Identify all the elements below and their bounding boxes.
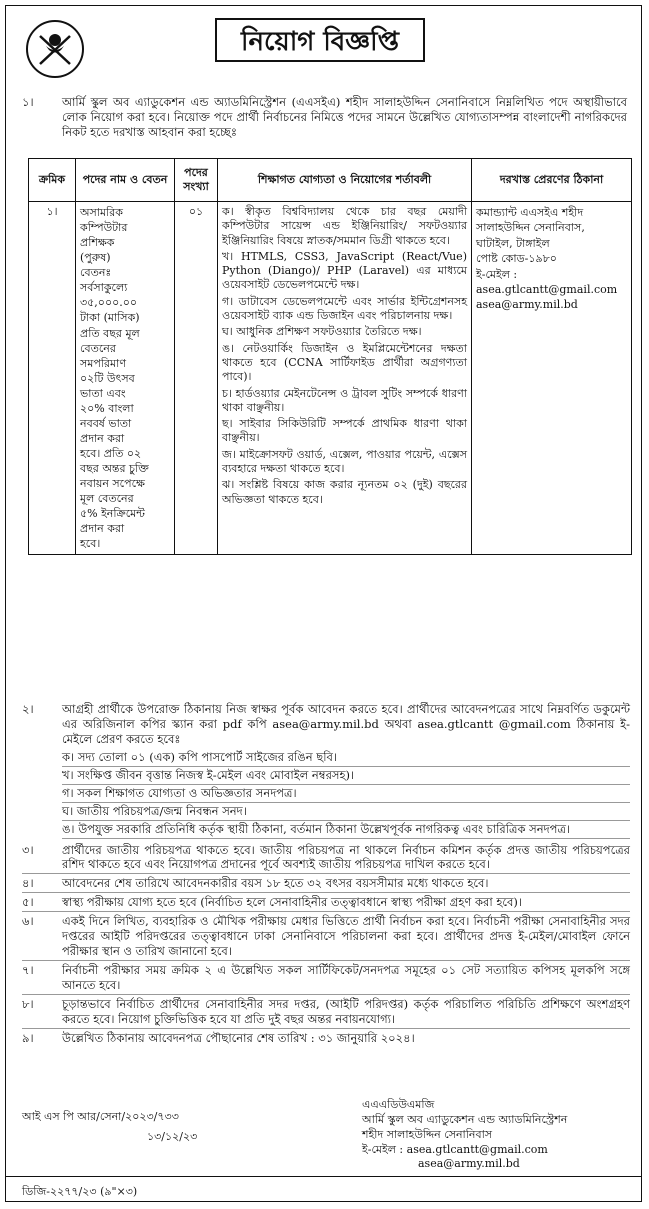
footer-email-gmail[interactable]: asea.gtlcantt@gmail.com <box>406 1142 548 1156</box>
instruction-number: ৬। <box>22 914 34 929</box>
footer-email-row <box>362 1143 567 1158</box>
instruction-3 <box>22 843 630 875</box>
header-serial: ক্রমিক <box>29 159 76 202</box>
vacancy-table <box>28 158 632 555</box>
org-location: শহীদ সালাহউদ্দিন সেনানিবাস <box>362 1127 493 1141</box>
qualification-item: ঘ। আধুনিক প্রশিক্ষণ সফটওয়্যার তৈরিতে দক্ষ। <box>222 325 422 339</box>
org-short-name: এএএডিউএমজি <box>362 1098 435 1111</box>
address-email-gmail[interactable]: asea.gtlcantt@gmail.com <box>476 282 618 296</box>
list-item: ঘ। জাতীয় পরিচয়পত্র/জন্ম নিবন্ধন সনদ। <box>62 803 630 821</box>
table-header-row <box>29 159 632 202</box>
instruction-text: আগ্রহী প্রার্থীকে উপরোক্ত ঠিকানায় নিজ স্বাক্ষর পূর্বক আবেদন করতে হবে। প্রার্থীদের আবেদনপত্রের সাথে নিম্নবর্ণিত ডকুমেন্ট এর অরিজিনাল কপির স্ক্যান করা pdf কপি asea@army.mil.bd অথবা asea.gtlcantt @gmail.com ঠিকানায় ই-মেইলে প্রেরণ করতে হবেঃ <box>62 702 630 746</box>
intro-number: ১। <box>22 95 34 109</box>
footer-divider <box>5 1176 641 1177</box>
qualification-item: গ। ডাটাবেস ডেভেলপমেন্টে এবং সার্ভার ইন্টিগ্রেশনসহ ওয়েবসাইট ব্যাক এন্ড ডিজাইন এবং পরিচালনায় দক্ষ। <box>222 294 467 323</box>
instruction-text: প্রার্থীদের জাতীয় পরিচয়পত্র থাকতে হবে। জাতীয় পরিচয়পত্র না থাকলে নির্বাচন কমিশন কর্তৃক প্রদত্ত জাতীয় পরিচয়পত্রের রশিদ থাকতে হবে এবং নিয়োগপত্র প্রদানের পূর্বে অবশ্যই জাতীয় পরিচয়পত্র দাখিল করতে হবে। <box>62 842 630 872</box>
instruction-9 <box>22 1031 630 1046</box>
instructions-section <box>22 702 630 1048</box>
header-count: পদের সংখ্যা <box>175 159 218 202</box>
header-qualification: শিক্ষাগত যোগ্যতা ও নিয়োগের শর্তাবলী <box>218 159 472 202</box>
qualification-item: ঙ। নেটওয়ার্কিং ডিজাইন ও ইমপ্লিমেন্টেশনের দক্ষতা থাকতে হবে (CCNA সার্টিফাইড প্রার্থীরা অগ্রগণ্যতা পাবে)। <box>222 341 467 384</box>
instruction-text: উল্লেখিত ঠিকানায় আবেদনপত্র পৌছানোর শেষ তারিখ : ৩১ জানুয়ারি ২০২৪। <box>62 1030 415 1045</box>
instruction-number: ৫। <box>22 895 34 910</box>
header-address: দরখাস্ত প্রেরণের ঠিকানা <box>472 159 632 202</box>
row-count: ০১ <box>175 202 218 555</box>
instruction-text: নির্বাচনী পরীক্ষার সময় ক্রমিক ২ এ উল্লেখিত সকল সার্টিফিকেট/সনদপত্র সমূহের ০১ সেট সত্যায়িত কপিসহ মূলকপি সঙ্গে আনতে হবে। <box>62 963 630 992</box>
army-emblem-icon <box>26 20 84 78</box>
instruction-2 <box>22 702 630 747</box>
row-address-cell <box>472 202 632 555</box>
table-row <box>29 202 632 555</box>
row-serial: ১। <box>29 202 76 555</box>
list-item: ক। সদ্য তোলা ০১ (এক) কপি পাসপোর্ট সাইজের রঙিন ছবি। <box>62 749 630 767</box>
list-item: ঙ। উপযুক্ত সরকারি প্রতিনিধি কর্তৃক স্থায়ী ঠিকানা, বর্তমান ঠিকানা উল্লেখপূর্বক নাগরিকত্ব এবং চারিত্রিক সনদপত্র। <box>62 821 630 839</box>
instruction-number: ৩। <box>22 842 34 857</box>
footer-signature-block <box>362 1098 567 1172</box>
documents-list <box>62 749 630 839</box>
instruction-number: ৮। <box>22 996 34 1011</box>
dg-code: ডিজি-২২৭৭/২৩ (৯"×৩) <box>22 1185 138 1198</box>
qualification-item: খ। HTMLS, CSS3, JavaScript (React/Vue) Python (Diango)/ PHP (Laravel) এর মাধ্যমে ওয়েবসাইট ডেভেলপমেন্টে দক্ষ। <box>222 249 467 292</box>
intro-paragraph <box>22 95 627 140</box>
instruction-number: ৯। <box>22 1030 34 1045</box>
list-item: খ। সংক্ষিপ্ত জীবন বৃত্তান্ত নিজস্ব ই-মেইল এবং মোবাইল নম্বরসহ)। <box>62 767 630 785</box>
instruction-text: স্বাস্থ্য পরীক্ষায় যোগ্য হতে হবে (নির্বাচিত হলে সেনাবাহিনীর তত্ত্বাবধানে স্বাস্থ্য পরীক্ষা গ্রহণ করা হবে)। <box>62 895 523 910</box>
row-address: কমান্ড্যান্ট এএসইএ শহীদ সালাহউদ্দিন সেনানিবাস, ঘাটাইল, টাঙ্গাইল পোষ্ট কোড-১৯৮০ ই-মেইল : <box>476 206 585 281</box>
header-post: পদের নাম ও বেতন <box>76 159 175 202</box>
qualification-item: চ। হার্ডওয়্যার মেইনটেনেন্স ও ট্রাবল সুটিং সম্পর্কে ধারণা থাকা বাঞ্ছনীয়। <box>222 386 467 414</box>
page-title: নিয়োগ বিজ্ঞপ্তি <box>215 18 425 62</box>
instruction-6 <box>22 914 630 961</box>
instruction-4 <box>22 876 630 893</box>
instruction-number: ৭। <box>22 963 34 978</box>
qualification-item: ঝ। সংশ্লিষ্ট বিষয়ে কাজ করার ন্যূনতম ০২ (দুই) বছরের অভিজ্ঞতা থাকতে হবে। <box>222 478 467 506</box>
intro-text: আর্মি স্কুল অব এ্যাডুকেশন এন্ড অ্যাডমিনিস্ট্রেশন (এএসইএ) শহীদ সালাহউদ্দিন সেনানিবাসে নিম্নলিখিত পদে অস্থায়ীভাবে লোক নিয়োগ করা হবে। নিয়োক্ত পদে প্রার্থী নির্বাচনের নিমিত্তে পদের সামনে উল্লেখিত যোগ্যতাসম্পন্ন বাংলাদেশী নাগরিকদের নিকট হতে দরখাস্ত আহবান করা হচ্ছেঃ <box>62 95 627 139</box>
list-item: গ। সকল শিক্ষাগত যোগ্যতা ও অভিজ্ঞতার সনদপত্র। <box>62 785 630 803</box>
email-label: ই-মেইল : <box>362 1142 404 1156</box>
reference-number: আই এস পি আর/সেনা/২০২৩/৭৩৩ <box>22 1110 179 1123</box>
address-email-army[interactable]: asea@army.mil.bd <box>476 298 578 312</box>
instruction-number: ২। <box>22 702 34 716</box>
instruction-5 <box>22 895 630 912</box>
org-name: আর্মি স্কুল অব এ্যাডুকেশন এন্ড অ্যাডমিনিস্ট্রেশন <box>362 1112 568 1126</box>
footer-reference <box>22 1110 197 1145</box>
footer-email-army[interactable]: asea@army.mil.bd <box>418 1157 520 1171</box>
qualification-item: ছ। সাইবার সিকিউরিটি সম্পর্কে প্রাথমিক ধারণা থাকা বাঞ্ছনীয়। <box>222 417 467 445</box>
instruction-text: একই দিনে লিখিত, ব্যবহারিক ও মৌখিক পরীক্ষায় মেধার ভিত্তিতে প্রার্থী নির্বাচন করা হবে। নির্বাচনী পরীক্ষা সেনাবাহিনীর সদর দপ্তরের আইটি পরিদপ্তরের তত্ত্বাবধানে ঢাকা সেনানিবাসে পরিচালনা করা হবে। প্রার্থীদের প্রদত্ত ই-মেইল/মোবাইল ফোনে পরীক্ষার স্থান ও তারিখ জানানো হবে। <box>62 914 630 959</box>
instruction-number: ৪। <box>22 876 34 891</box>
reference-date: ১৩/১২/২৩ <box>147 1130 198 1144</box>
instruction-text: আবেদনের শেষ তারিখে আবেদনকারীর বয়স ১৮ হতে ৩২ বৎসর বয়সসীমার মধ্যে থাকতে হবে। <box>62 876 489 891</box>
row-qualifications <box>218 202 472 555</box>
qualification-item: জ। মাইক্রোসফট ওয়ার্ড, এক্সেল, পাওয়ার পয়েন্ট, এক্সেস ব্যবহারে দক্ষতা থাকতে হবে। <box>222 447 467 476</box>
row-post: অসামরিক কম্পিউটার প্রশিক্ষক (পুরুষ) বেতনঃ সর্বসাকুল্যে ৩৫,০০০.০০ টাকা (মাসিক) প্রতি বছর মূল বেতনের সমপরিমাণ ০২টি উৎসব ভাতা এবং ২০% বাংলা নববর্ষ ভাতা প্রদান করা হবে। প্রতি ০২ বছর অন্তর চুক্তি নবায়ন সপেক্ষে মূল বেতনের ৫% ইনক্রিমেন্ট প্রদান করা হবে। <box>76 202 175 555</box>
instruction-7 <box>22 963 630 995</box>
instruction-text: চূড়ান্তভাবে নির্বাচিত প্রার্থীদের সেনাবাহিনীর সদর দপ্তর, (আইটি পরিদপ্তর) কর্তৃক পরিচালিত পরিচিতি প্রশিক্ষণে অংশগ্রহণ করতে হবে। নিয়োগ চুক্তিভিত্তিক হবে যা প্রতি দুই বছর অন্তর নবায়নযোগ্য। <box>62 996 630 1026</box>
instruction-8 <box>22 997 630 1029</box>
qualification-item: ক। স্বীকৃত বিশ্ববিদ্যালয় থেকে চার বছর মেয়াদী কম্পিউটার সায়েন্স এন্ড ইঞ্জিনিয়ারিং/ সফটওয়্যার ইঞ্জিনিয়ারিং বিষয়ে স্নাতক/সমমান ডিগ্রী থাকতে হবে। <box>222 205 467 247</box>
